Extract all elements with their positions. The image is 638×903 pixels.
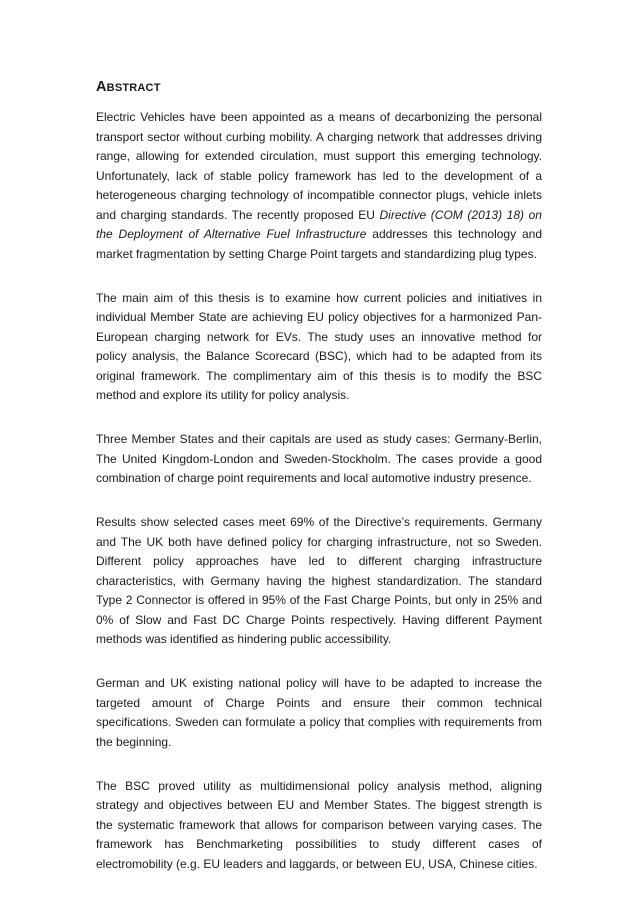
- directive-title: Directive (COM (2013) 18) on the Deployment of Alternative Fuel Infrastructure: [96, 207, 542, 241]
- abstract-heading-initial: A: [96, 79, 107, 95]
- abstract-heading: [96, 79, 161, 95]
- abstract-paragraph-6: The BSC proved utility as multidimensional policy analysis method, aligning strategy and objectives between EU and Member States. The biggest strength is the systematic framework that allows for comparison between varying cases. The framework has Benchmarketing possibilities to study different cases of electromobility (e.g. EU leaders and laggards, or between EU, USA, Chinese cities.: [96, 778, 542, 871]
- abstract-paragraph-5: German and UK existing national policy will have to be adapted to increase the targeted amount of Charge Points and ensure their common technical specifications. Sweden can formulate a policy that complies with requirements from the beginning.: [96, 676, 542, 749]
- abstract-paragraph-2: The main aim of this thesis is to examine how current policies and initiatives in individual Member State are achieving EU policy objectives for a harmonized Pan-European charging network for EVs. The study uses an innovative method for policy analysis, the Balance Scorecard (BSC), which had to be adapted from its original framework. The complimentary aim of this thesis is to modify the BSC method and explore its utility for policy analysis.: [96, 290, 542, 403]
- abstract-body: [96, 108, 542, 899]
- abstract-paragraph-1: [96, 108, 542, 264]
- paragraph-1-text-b: addresses this technology and market fragmentation by setting Charge Point targets and standardizing plug types.: [96, 227, 542, 261]
- abstract-heading-rest: BSTRACT: [106, 82, 161, 94]
- abstract-paragraph-3: Three Member States and their capitals are used as study cases: Germany-Berlin, The United Kingdom-London and Sweden-Stockholm. The cases provide a good combination of charge point requirements and local automotive industry presence.: [96, 432, 542, 486]
- abstract-paragraph-4: Results show selected cases meet 69% of the Directive’s requirements. Germany and The UK both have defined policy for charging infrastructure, not so Sweden. Different policy approaches have led to different charging infrastructure characteristics, with Germany having the highest standardization. The standard Type 2 Connector is offered in 95% of the Fast Charge Points, but only in 25% and 0% of Slow and Fast DC Charge Points respectively. Having different Payment methods was identified as hindering public accessibility.: [96, 515, 542, 647]
- paragraph-1-text-a: Electric Vehicles have been appointed as a means of decarbonizing the personal transport sector without curbing mobility. A charging network that addresses driving range, allowing for extended circulation, must support this emerging technology. Unfortunately, lack of stable policy framework has led to the development of a heterogeneous charging technology of incompatible connector plugs, vehicle inlets and charging standards. The recently proposed EU: [96, 110, 542, 222]
